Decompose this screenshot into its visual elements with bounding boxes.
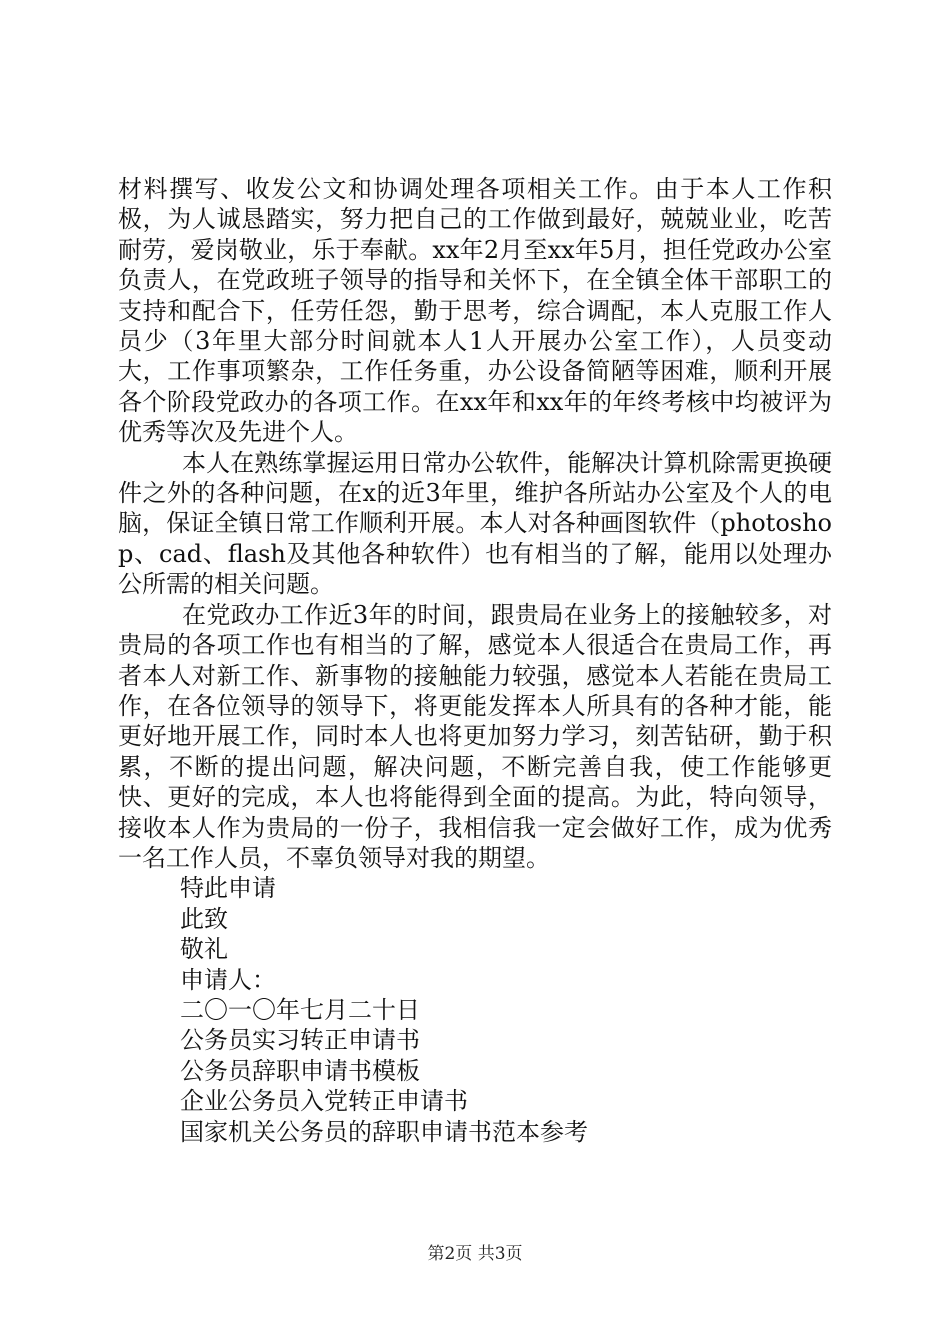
related-title-3: 企业公务员入党转正申请书 <box>180 1087 468 1116</box>
page-footer: 第2页 共3页 <box>427 1244 523 1264</box>
related-title-4: 国家机关公务员的辞职申请书范本参考 <box>180 1117 588 1146</box>
closing-request: 特此申请 <box>180 874 276 903</box>
document-body <box>118 174 832 1147</box>
closing-regards: 敬礼 <box>180 935 228 964</box>
paragraph-2: 本人在熟练掌握运用日常办公软件，能解决计算机除需更换硬件之外的各种问题，在x的近3年里，维护各所站办公室及个人的电脑，保证全镇日常工作顺利开展。本人对各种画图软件（photoshop、cad、flash及其他各种软件）也有相当的了解，能用以处理办公所需的相关问题。 <box>118 448 832 599</box>
paragraph-3: 在党政办工作近3年的时间，跟贵局在业务上的接触较多，对贵局的各项工作也有相当的了解，感觉本人很适合在贵局工作，再者本人对新工作、新事物的接触能力较强，感觉本人若能在贵局工作，在各位领导的领导下，将更能发挥本人所具有的各种才能，能更好地开展工作，同时本人也将更加努力学习，刻苦钻研，勤于积累，不断的提出问题，解决问题，不断完善自我，使工作能够更快、更好的完成，本人也将能得到全面的提高。为此，特向领导，接收本人作为贵局的一份子，我相信我一定会做好工作，成为优秀一名工作人员，不辜负领导对我的期望。 <box>118 600 832 872</box>
related-title-2: 公务员辞职申请书模板 <box>180 1056 420 1085</box>
paragraph-1: 材料撰写、收发公文和协调处理各项相关工作。由于本人工作积极，为人诚恳踏实，努力把自己的工作做到最好，兢兢业业，吃苦耐劳，爱岗敬业，乐于奉献。xx年2月至xx年5月，担任党政办公室负责人，在党政班子领导的指导和关怀下，在全镇全体干部职工的支持和配合下，任劳任怨，勤于思考，综合调配，本人克服工作人员少（3年里大部分时间就本人1人开展办公室工作），人员变动大，工作事项繁杂，工作任务重，办公设备简陋等困难，顺利开展各个阶段党政办的各项工作。在xx年和xx年的年终考核中均被评为优秀等次及先进个人。 <box>118 175 832 447</box>
document-date: 二〇一〇年七月二十日 <box>180 995 420 1024</box>
applicant-label: 申请人： <box>180 965 276 994</box>
related-title-1: 公务员实习转正申请书 <box>180 1026 420 1055</box>
closing-salutation: 此致 <box>180 904 228 933</box>
